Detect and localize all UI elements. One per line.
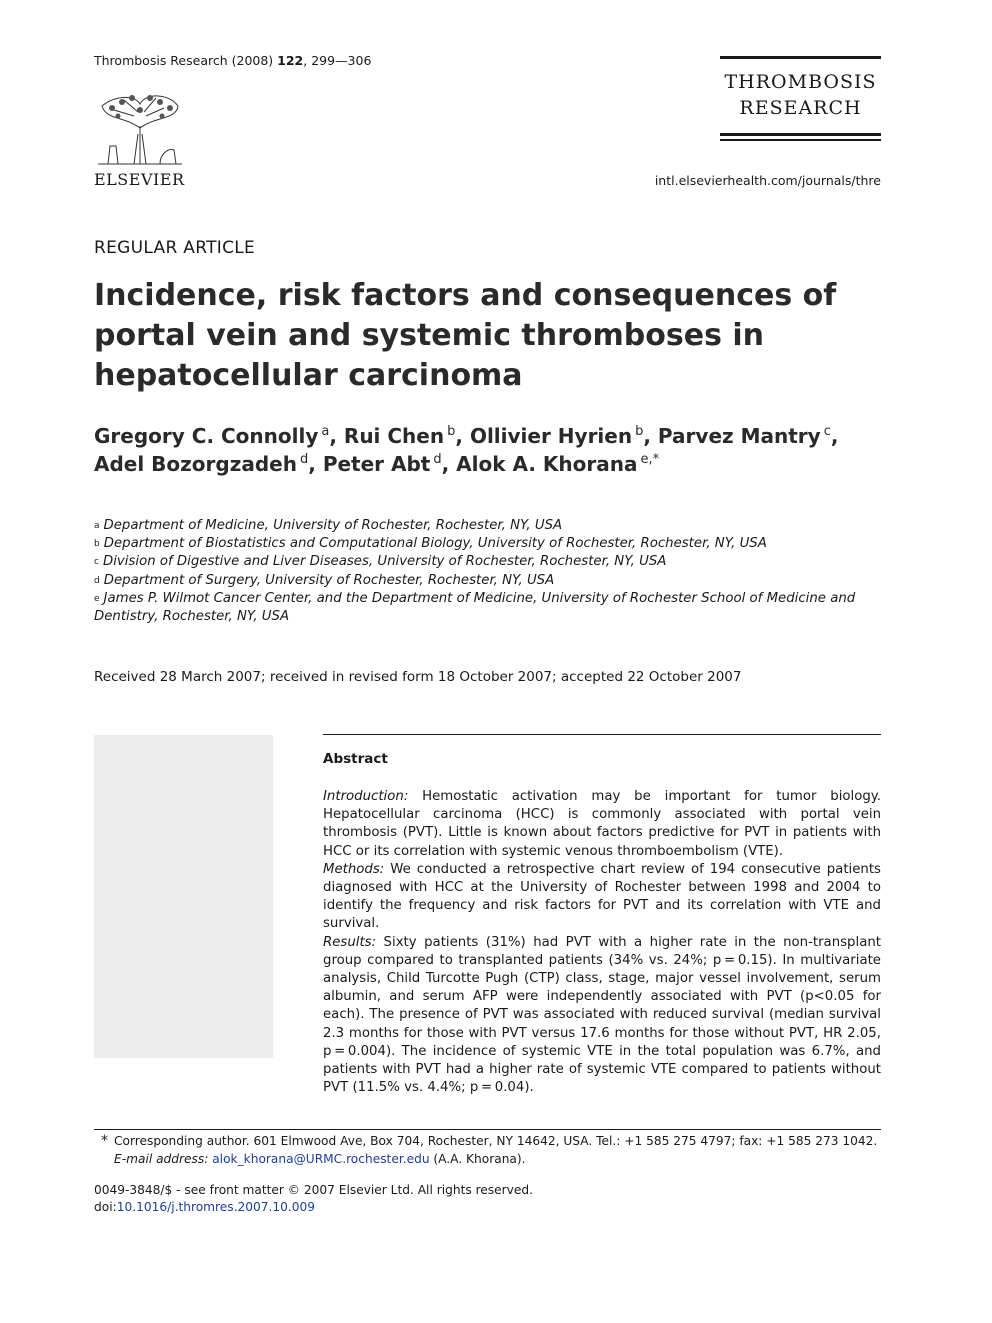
- journal-url[interactable]: intl.elsevierhealth.com/journals/thre: [654, 173, 881, 188]
- affiliation: $^c$ Division of Digestive and Liver Diseases, University of Rochester, Rochester, NY, USA: [94, 554, 667, 570]
- affiliation: $^b$ Department of Biostatistics and Computational Biology, University of Rochester, Rochester, NY, USA: [94, 536, 767, 552]
- abstract-results: Results: Sixty patients (31%) had PVT with a higher rate in the non-transplant group compared to transplanted patients (34% vs. 24%; p = 0.15). In multivariate analysis, Child Turcotte Pugh (CTP) class, stage, major vessel involvement, serum albumin, and serum AFP were independently associated with PVT (p<0.05 for each). The presence of PVT was associated with reduced survival (median survival 2.3 months for those with PVT versus 17.6 months for those without PVT, HR 2.05, p = 0.004). The incidence of systemic VTE in the total population was 6.7%, and patients with PVT had a higher rate of systemic VTE compared to patients without PVT (11.5% vs. 4.4%; p = 0.04).: [323, 934, 881, 1096]
- doi-link[interactable]: 10.1016/j.thromres.2007.10.009: [116, 1200, 316, 1214]
- publisher-name: ELSEVIER: [94, 170, 185, 189]
- footnote-divider: [94, 1129, 881, 1130]
- affiliation: $^d$ Department of Surgery, University of Rochester, Rochester, NY, USA: [94, 572, 555, 588]
- author[interactable]: Adel Bozorgzadeh $^d$: [94, 452, 309, 476]
- article-type: REGULAR ARTICLE: [94, 238, 256, 258]
- email-link[interactable]: alok_khorana@URMC.rochester.edu: [212, 1152, 430, 1166]
- abstract-introduction: Introduction: Hemostatic activation may be important for tumor biology. Hepatocellular carcinoma (HCC) is commonly associated with portal vein thrombosis (PVT). Little is known about factors predictive for PVT in patients with HCC or its correlation with systemic venous thromboembolism (VTE).: [323, 789, 881, 859]
- abstract-divider: [323, 734, 881, 735]
- masthead-rule-bottom: [720, 133, 881, 136]
- affiliations: [94, 517, 884, 626]
- author[interactable]: Gregory C. Connolly $^a$: [94, 424, 330, 448]
- abstract-heading: Abstract: [323, 751, 388, 767]
- keywords-sidebar: [94, 735, 273, 1058]
- author[interactable]: Alok A. Khorana $^{e,*}$: [456, 452, 660, 476]
- elsevier-tree-logo: [94, 86, 186, 166]
- journal-name: THROMBOSIS RESEARCH: [724, 71, 877, 119]
- journal-citation: Thrombosis Research (2008) 122, 299—306: [94, 53, 372, 68]
- masthead-rule-top: [720, 56, 881, 59]
- author[interactable]: Peter Abt $^d$: [322, 452, 442, 476]
- abstract-methods: Methods: We conducted a retrospective chart review of 194 consecutive patients diagnosed with HCC at the University of Rochester between 1998 and 2004 to identify the frequency and risk factors for PVT and its correlation with VTE and survival.: [323, 861, 881, 932]
- footnote-marker: *: [101, 1133, 108, 1149]
- received-dates: Received 28 March 2007; received in revised form 18 October 2007; accepted 22 October 2007: [94, 669, 742, 685]
- journal-masthead: [720, 56, 881, 141]
- author[interactable]: Ollivier Hyrien $^b$: [469, 424, 644, 448]
- corresponding-author-footnote: * Corresponding author. 601 Elmwood Ave, Box 704, Rochester, NY 14642, USA. Tel.: +1 585 275 4797; fax: +1 585 273 1042. E-mail address: alok_khorana@URMC.rochester.edu (A.A. Khorana).: [101, 1133, 878, 1166]
- affiliation: $^e$ James P. Wilmot Cancer Center, and the Department of Medicine, University of Rochester School of Medicine and Dentistry, Rochester, NY, USA: [94, 590, 856, 625]
- author-list: Gregory C. Connolly $^a$, Rui Chen $^b$, Ollivier Hyrien $^b$, Parvez Mantry $^c$, Adel Bozorgzadeh $^d$, Peter Abt $^d$, Alok A. Khorana $^{e,*}$: [94, 424, 839, 476]
- author[interactable]: Parvez Mantry $^c$: [657, 424, 831, 448]
- affiliation: $^a$ Department of Medicine, University of Rochester, Rochester, NY, USA: [94, 518, 563, 533]
- copyright-block: 0049-3848/$ - see front matter © 2007 Elsevier Ltd. All rights reserved. doi:10.1016/j.thromres.2007.10.009: [94, 1183, 533, 1214]
- article-title: Incidence, risk factors and consequences of portal vein and systemic thromboses in hepatocellular carcinoma: [94, 278, 837, 393]
- abstract-body: [323, 788, 881, 1097]
- author[interactable]: Rui Chen $^b$: [343, 424, 456, 448]
